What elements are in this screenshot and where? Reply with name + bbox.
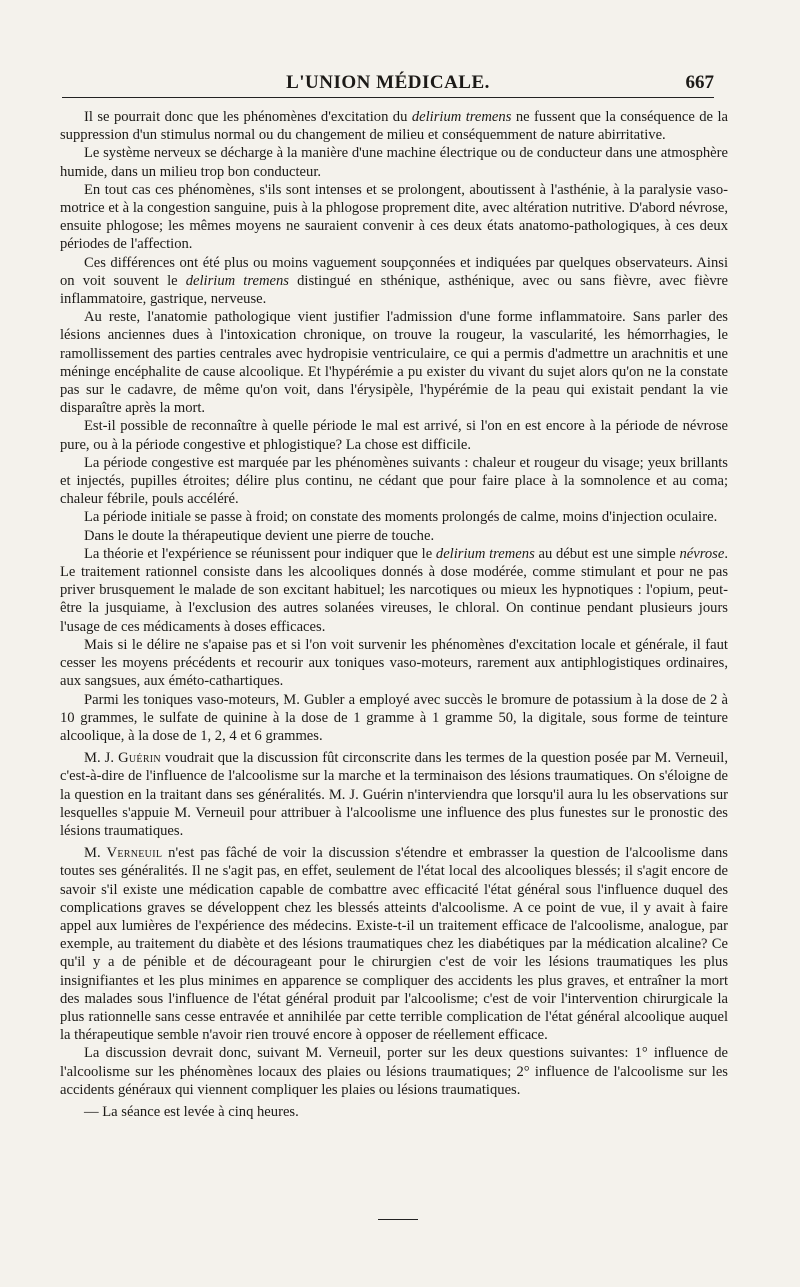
running-title: L'UNION MÉDICALE.: [286, 72, 490, 93]
text-run: distingué en sthénique, asthénique, avec ou sans fièvre, avec fièvre inflammatoire, gastrique, nerveuse.: [60, 272, 728, 308]
text-run: En tout cas ces phénomènes, s'ils sont intenses et se prolongent, aboutissent à l'asthénie, à la paralysie vaso-motrice et à la congestion sanguine, puis à la phlogose proprement dite, avec altération nutritive. D'abord névrose, ensuite phlogose; les mêmes moyens ne sauraient convenir à ces deux états anatomo-pathologiques, à ces deux périodes de l'affection.: [60, 181, 728, 253]
text-run: ne fussent que la conséquence de la suppression d'un stimulus normal ou du changement de milieu et conséquemment de nature abirritative.: [60, 109, 729, 144]
paragraph: [60, 1103, 728, 1121]
text-run: Le système nerveux se décharge à la manière d'une machine électrique ou de conducteur dans une atmosphère humide, dans un milieu trop bon conducteur.: [60, 145, 728, 180]
italic-term: névrose: [679, 545, 725, 562]
text-run: M.: [84, 845, 107, 862]
text-run: Au reste, l'anatomie pathologique vient justifier l'admission d'une forme inflammatoire. Sans parler des lésions anciennes dues à l'intoxication chronique, on trouve la rougeur, la vascularité, les hémorrhagies, le ramollissement des parties centrales avec hydropisie ventriculaire, ce qui a permis d'admettre un arachnitis et une méninge encéphalite de cause alcoolique. Et l'hypérémie a pu exister du vivant du sujet alors qu'on ne la constate pas sur le cadavre, de même qu'on voit, dans l'érysipèle, l'hypérémie de la peau qui existait pendant la vie disparaître après la mort.: [60, 309, 728, 417]
italic-term: delirium tremens: [435, 545, 535, 562]
text-run: La discussion devrait donc, suivant M. Verneuil, porter sur les deux questions suivantes: 1° influence de l'alcoolisme sur les phénomènes locaux des plaies ou lésions traumatiques; 2° influence de l'alcoolisme sur les accidents généraux qui viennent compliquer les plaies ou lésions traumatiques.: [60, 1045, 728, 1098]
text-run: Est-il possible de reconnaître à quelle période le mal est arrivé, si l'on en est encore à la période de névrose pure, ou à la période congestive et phlogistique? La chose est difficile.: [60, 418, 728, 453]
text-run: Ces différences ont été plus ou moins vaguement soupçonnées et indiquées par quelques observateurs. Ainsi on voit souvent le: [60, 254, 728, 289]
running-head: [62, 72, 714, 94]
closing-rule: [378, 1219, 418, 1220]
page-number: 667: [685, 72, 714, 93]
body-text: [60, 108, 728, 1121]
text-run: La théorie et l'expérience se réunissent pour indiquer que le: [84, 545, 436, 562]
paragraph: [60, 181, 728, 254]
text-run: La période congestive est marquée par les phénomènes suivants : chaleur et rougeur du visage; yeux brillants et injectés, pupilles étroites; délire plus continu, ne cédant que pour faire place à la somnolence et au coma; chaleur fébrile, pouls accéléré.: [60, 454, 728, 508]
text-run: Mais si le délire ne s'apaise pas et si l'on voit survenir les phénomènes d'excitation locale et générale, il faut cesser les moyens précédents et recourir aux toniques vaso-moteurs, rarement aux antiphlogistiques ordinaires, aux sangsues, aux éméto-cathartiques.: [60, 636, 728, 690]
paragraph: [60, 1044, 728, 1099]
speaker-name: Verneuil: [106, 845, 163, 862]
italic-term: delirium tremens: [185, 272, 289, 289]
text-run: M. J.: [84, 750, 119, 767]
paragraph: [60, 527, 728, 545]
header-rule: [62, 97, 714, 98]
paragraph: [60, 508, 728, 526]
paragraph: [60, 417, 728, 453]
text-run: Parmi les toniques vaso-moteurs, M. Gubler a employé avec succès le bromure de potassium à la dose de 2 à 10 grammes, le sulfate de quinine à la dose de 1 gramme à 1 gramme 50, la digitale, sous forme de teinture alcoolique, à la dose de 1, 2, 4 et 6 grammes.: [60, 691, 728, 744]
paragraph: [60, 545, 728, 636]
text-run: voudrait que la discussion fût circonscrite dans les termes de la question posée par M. Verneuil, c'est-à-dire de l'influence de l'alcoolisme sur la marche et la terminaison des lésions traumatiques. On s'éloigne de la question en la traitant dans ses généralités. M. J. Guérin n'interviendra que lorsqu'il aura lu les observations sur lesquelles s'appuie M. Verneuil pour attribuer à l'alcoolisme une influence des plus funestes sur le pronostic des lésions traumatiques.: [60, 750, 729, 839]
paragraph: [60, 844, 728, 1044]
paragraph: [60, 454, 728, 509]
text-run: n'est pas fâché de voir la discussion s'étendre et embrasser la question de l'alcoolisme dans toutes ses généralités. Il ne s'agit pas, en effet, seulement de l'état local des alcooliques blessés; il s'agit encore de savoir s'il existe une médication capable de combattre avec efficacité l'état général sous l'influence duquel des complications graves se développent chez les blessés atteints d'alcoolisme. A ce point de vue, il y avait à faire appel aux lumières de l'expérience des médecins. Existe-t-il un traitement efficace de l'alcoolisme, analogue, par exemple, au traitement du diabète et des lésions traumatiques chez les diabétiques par la médication alcaline? Ce qu'il y a de pénible et de décourageant pour le chirurgien c'est de voir les lésions traumatiques les plus insignifiantes et les plus minimes en apparence se compliquer des accidents les plus graves, et entraîner la mort des malades sous l'influence de l'état général produit par l'alcoolisme; c'est de voir l'intervention chirurgicale la plus rationnelle sans cesse entravée et annihilée par cette terrible complication de l'état général alcoolique auquel la thérapeutique semble n'avoir rien trouvé encore à opposer de réellement efficace.: [60, 845, 728, 1044]
paragraph: [60, 691, 728, 746]
paragraph: [60, 144, 728, 180]
text-run: La période initiale se passe à froid; on constate des moments prolongés de calme, moins d'injection oculaire.: [84, 509, 718, 526]
paragraph: [60, 749, 728, 840]
speaker-name: Guérin: [118, 750, 161, 767]
text-run: — La séance est levée à cinq heures.: [84, 1103, 299, 1120]
paragraph: [60, 108, 728, 144]
italic-term: delirium tremens: [411, 109, 512, 125]
text-run: Il se pourrait donc que les phénomènes d'excitation du: [84, 109, 412, 125]
text-run: au début est une simple: [534, 545, 680, 562]
paragraph: [60, 636, 728, 691]
paragraph: [60, 254, 728, 309]
paragraph: [60, 308, 728, 417]
text-run: . Le traitement rationnel consiste dans les alcooliques donnés à dose modérée, comme stimulant et pour ne pas priver brusquement le malade de son excitant habituel; les narcotiques ou mieux les hypnotiques : l'opium, peut-être la jusquiame, à l'exclusion des autres solanées vireuses, le chloral. On continue pendant plusieurs jours l'usage de ces médicaments à doses efficaces.: [60, 545, 728, 635]
text-run: Dans le doute la thérapeutique devient une pierre de touche.: [84, 527, 435, 544]
